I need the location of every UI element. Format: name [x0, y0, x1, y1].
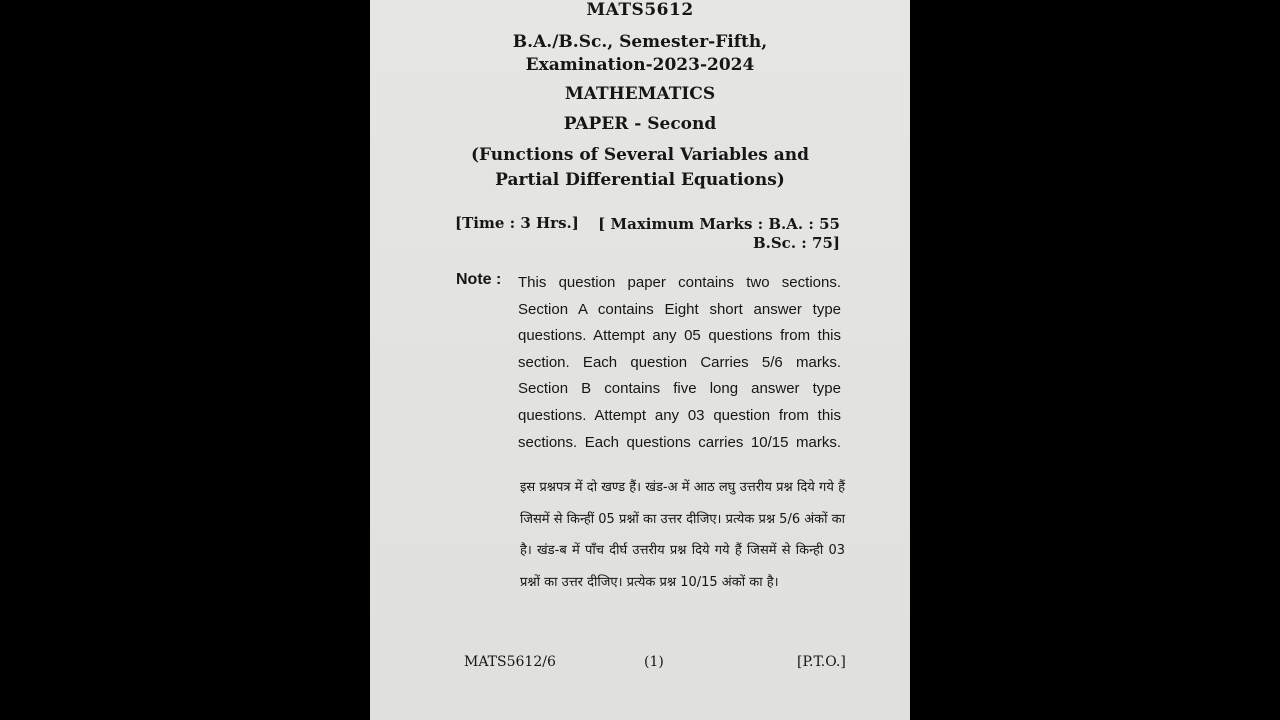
course-line: B.A./B.Sc., Semester-Fifth,	[512, 32, 768, 52]
note-line: This question paper contains two sections.	[518, 274, 841, 291]
footer-paper-code: MATS5612/6	[464, 654, 556, 670]
note-line: questions. Attempt any 03 question from this	[518, 406, 841, 424]
maximum-marks-ba: [ Maximum Marks : B.A. : 55	[598, 215, 840, 233]
course-heading	[370, 31, 910, 77]
note-line: section. Each question Carries 5/6 marks.	[518, 353, 841, 371]
exam-paper-page	[370, 0, 910, 720]
note-line: Section A contains Eight short answer type	[518, 300, 841, 318]
note-line: sections. Each questions carries 10/15 marks.	[518, 433, 841, 451]
paper-title-line-1: (Functions of Several Variables and	[470, 145, 810, 165]
exam-line: Examination-2023-2024	[525, 55, 755, 75]
footer-pto: [P.T.O.]	[797, 654, 846, 670]
note-instructions	[518, 270, 841, 456]
paper-title	[370, 143, 910, 193]
footer-page-number: (1)	[644, 654, 664, 670]
time-allowed: [Time : 3 Hrs.]	[455, 214, 579, 232]
note-line: Section B contains five long answer type	[518, 380, 841, 398]
maximum-marks	[598, 215, 840, 253]
note-line: questions. Attempt any 05 questions from this	[518, 327, 841, 345]
paper-number: PAPER - Second	[563, 114, 717, 134]
maximum-marks-bsc: B.Sc. : 75]	[752, 234, 840, 252]
paper-code: MATS5612	[586, 0, 694, 20]
note-label: Note :	[456, 271, 502, 288]
note-instructions-hindi: इस प्रश्नपत्र में दो खण्ड हैं। खंड-अ में आठ लघु उत्तरीय प्रश्न दिये गये हैं जिसमें से किन्हीं 05 प्रश्नों का उत्तर दीजिए। प्रत्येक प्रश्न 5/6 अंकों का है। खंड-ब में पाँच दीर्घ उत्तरीय प्रश्न दिये गये हैं जिसमें से किन्ही 03 प्रश्नों का उत्तर दीजिए। प्रत्येक प्रश्न 10/15 अंकों का है।	[520, 480, 845, 590]
subject-heading: MATHEMATICS	[564, 84, 716, 104]
paper-title-line-2: Partial Differential Equations)	[495, 170, 785, 190]
